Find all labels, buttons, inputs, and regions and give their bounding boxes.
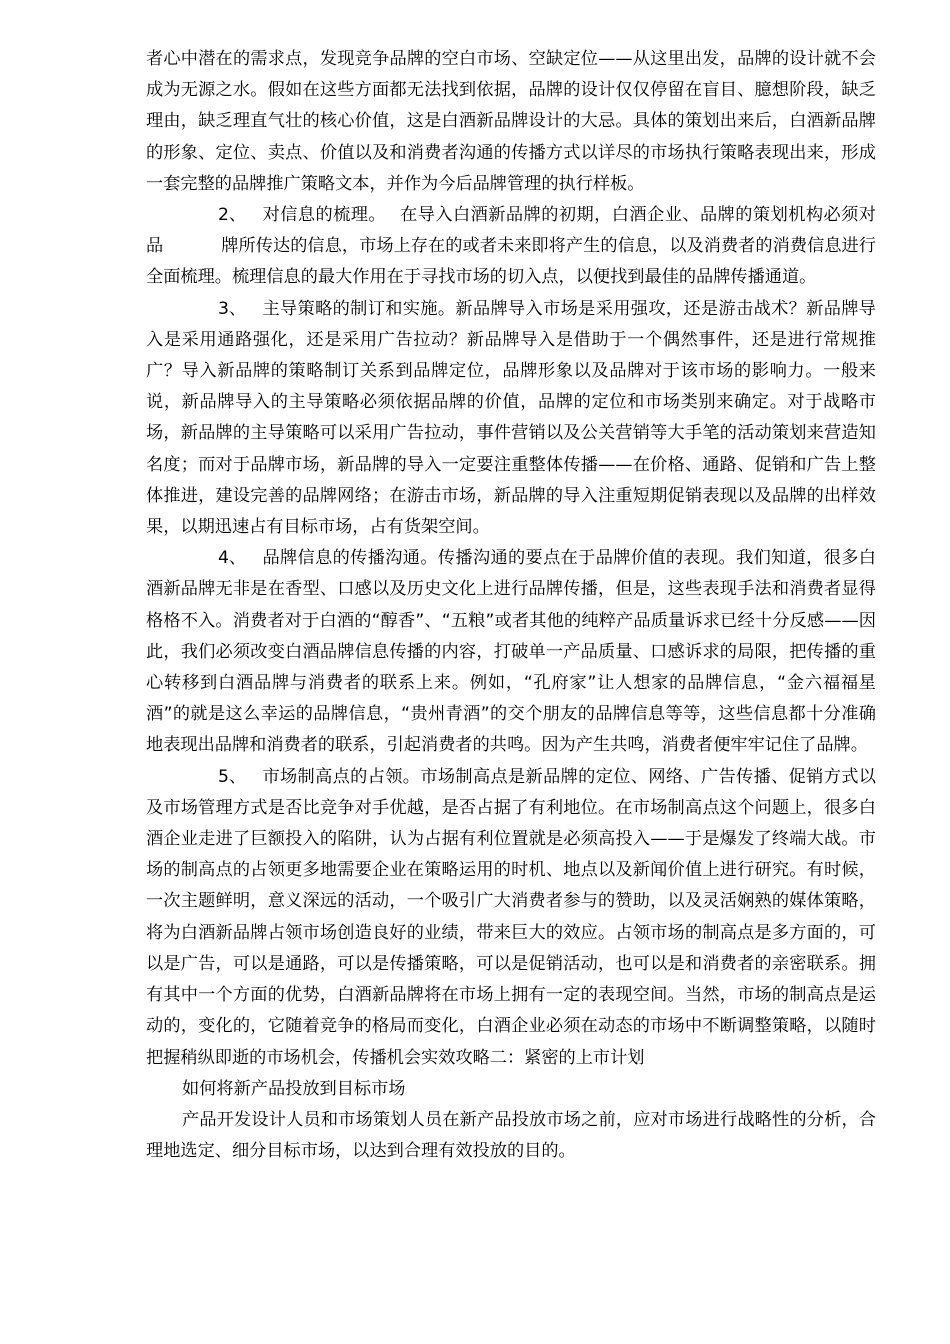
item-2-text-a: 在导入白酒新品牌的初期，白酒企业、品牌的策划机构必须对品 (146, 205, 876, 257)
item-4-number: 4、 (218, 548, 247, 569)
item-4-text: 品牌信息的传播沟通。传播沟通的要点在于品牌价值的表现。我们知道，很多白酒新品牌无非是在香型、口感以及历史文化上进行品牌传播，但是，这些表现手法和消费者显得格格不入。消费者对于白酒的“醇香”、“五粮”或者其他的纯粹产品质量诉求已经十分反感——因此，我们必须改变白酒品牌信息传播的内容，打破单一产品质量、口感诉求的局限，把传播的重心转移到白酒品牌与消费者的联系上来。例如，“孔府家”让人想家的品牌信息，“金六福福星酒”的就是这么幸运的品牌信息，“贵州青酒”的交个朋友的品牌信息等等，这些信息都十分准确地表现出品牌和消费者的联系，引起消费者的共鸣。因为产生共鸣，消费者便牢牢记住了品牌。 (146, 548, 876, 756)
intro-paragraph: 者心中潜在的需求点，发现竞争品牌的空白市场、空缺定位——从这里出发，品牌的设计就不会成为无源之水。假如在这些方面都无法找到依据，品牌的设计仅仅停留在盲目、臆想阶段，缺乏理由，缺乏理直气壮的核心价值，这是白酒新品牌设计的大忌。具体的策划出来后，白酒新品牌的形象、定位、卖点、价值以及和消费者沟通的传播方式以详尽的市场执行策略表现出来，形成一套完整的品牌推广策略文本，并作为今后品牌管理的执行样板。 (146, 49, 876, 194)
item-4-paragraph (146, 543, 876, 761)
item-2-paragraph (146, 200, 876, 294)
item-2-label: 对信息的梳理。 (262, 205, 387, 226)
item-3-paragraph (146, 294, 876, 544)
item-5-text: 市场制高点的占领。市场制高点是新品牌的定位、网络、广告传播、促销方式以及市场管理方式是否比竞争对手优越，是否占据了有利地位。在市场制高点这个问题上，很多白酒企业走进了巨额投入的陷阱，认为占据有利位置就是必须高投入——于是爆发了终端大战。市场的制高点的占领更多地需要企业在策略运用的时机、地点以及新闻价值上进行研究。有时候，一次主题鲜明，意义深远的活动，一个吸引广大消费者参与的赞助，以及灵活娴熟的媒体策略，将为白酒新品牌占领市场创造良好的业绩，带来巨大的效应。占领市场的制高点是多方面的，可以是广告，可以是通路，可以是传播策略，可以是促销活动，也可以是和消费者的亲密联系。拥有其中一个方面的优势，白酒新品牌将在市场上拥有一定的表现空间。当然，市场的制高点是运动的，变化的，它随着竞争的格局而变化，白酒企业必须在动态的市场中不断调整策略，以随时把握稍纵即逝的市场机会，传播机会实效攻略二：紧密的上市计划 (146, 766, 876, 1068)
item-5-number: 5、 (218, 766, 247, 787)
item-3-number: 3、 (218, 298, 247, 319)
closing-paragraph: 产品开发设计人员和市场策划人员在新产品投放市场之前，应对市场进行战略性的分析，合理地选定、细分目标市场，以达到合理有效投放的目的。 (146, 1109, 876, 1162)
item-5-paragraph (146, 762, 876, 1074)
document-page (146, 44, 876, 1167)
item-2-number: 2、 (218, 205, 247, 226)
item-3-text: 主导策略的制订和实施。新品牌导入市场是采用强攻，还是游击战术？新品牌导入是采用通路强化，还是采用广告拉动？新品牌导入是借助于一个偶然事件，还是进行常规推广？导入新品牌的策略制订关系到品牌定位，品牌形象以及品牌对于该市场的影响力。一般来说，新品牌导入的主导策略必须依据品牌的价值，品牌的定位和市场类别来确定。对于战略市场，新品牌的主导策略可以采用广告拉动，事件营销以及公关营销等大手笔的活动策划来营造知名度；而对于品牌市场，新品牌的导入一定要注重整体传播——在价格、通路、促销和广告上整体推进，建设完善的品牌网络；在游击市场，新品牌的导入注重短期促销表现以及品牌的出样效果，以期迅速占有目标市场，占有货架空间。 (146, 298, 876, 538)
section-heading: 如何将新产品投放到目标市场 (182, 1078, 406, 1099)
item-2-text-b: 牌所传达的信息，市场上存在的或者未来即将产生的信息，以及消费者的消费信息进行全面梳理。梳理信息的最大作用在于寻找市场的切入点，以便找到最佳的品牌传播通道。 (146, 236, 876, 288)
